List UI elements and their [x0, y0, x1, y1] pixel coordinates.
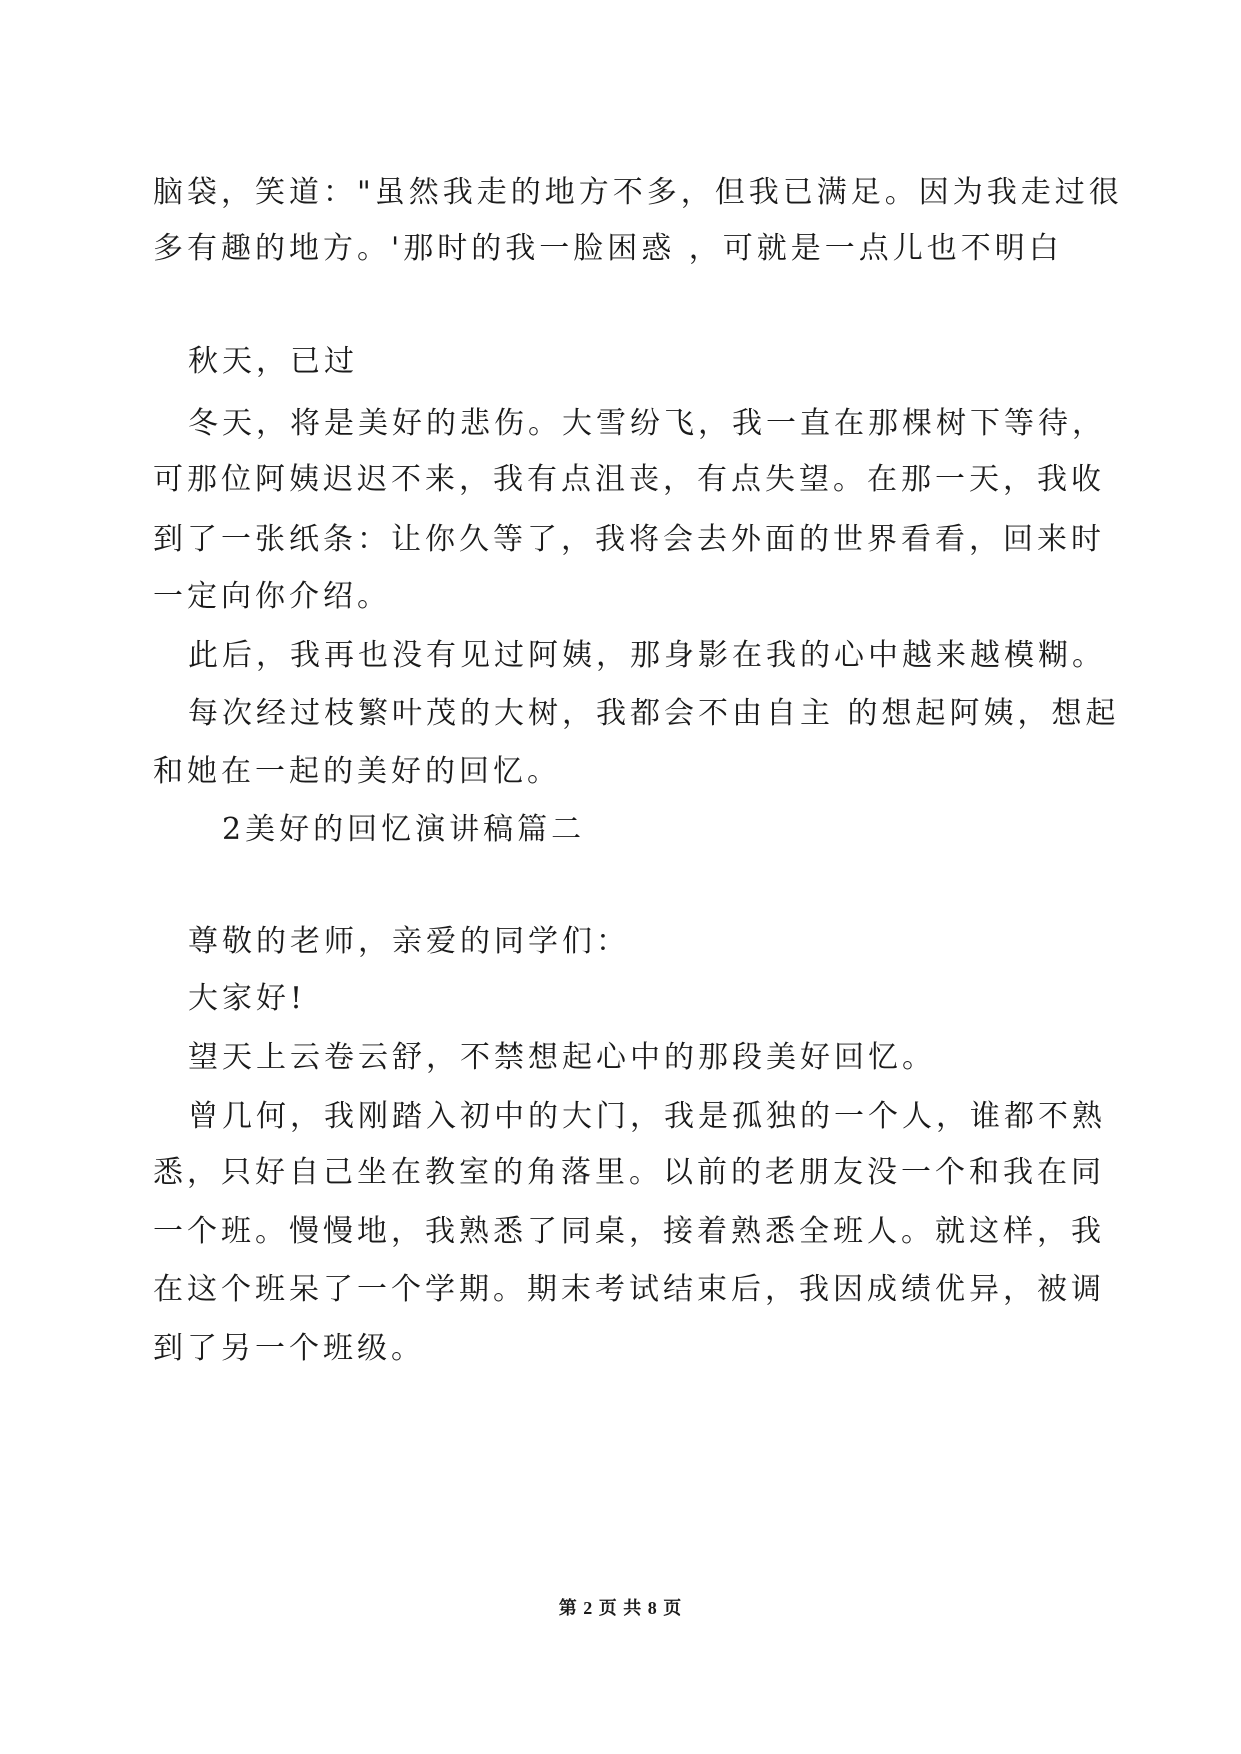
section-heading: 2美好的回忆演讲稿篇二: [222, 812, 586, 847]
paragraph-line: 悉，只好自己坐在教室的角落里。以前的老朋友没一个和我在同: [153, 1155, 1105, 1190]
paragraph-line: 曾几何，我刚踏入初中的大门，我是孤独的一个人，谁都不熟: [188, 1099, 1106, 1134]
paragraph-line: 冬天，将是美好的悲伤。大雪纷飞，我一直在那棵树下等待，: [188, 406, 1106, 441]
paragraph-line: 一定向你介绍。: [153, 579, 391, 614]
paragraph-line: 脑袋，笑道："虽然我走的地方不多，但我已满足。因为我走过很: [153, 175, 1123, 210]
paragraph-line: 每次经过枝繁叶茂的大树，我都会不由自主 的想起阿姨，想起: [188, 696, 1120, 731]
paragraph-line: 尊敬的老师，亲爱的同学们：: [188, 924, 630, 959]
paragraph-line: 到了另一个班级。: [153, 1331, 425, 1366]
paragraph-line: 此后，我再也没有见过阿姨，那身影在我的心中越来越模糊。: [188, 638, 1106, 673]
paragraph-line: 望天上云卷云舒，不禁想起心中的那段美好回忆。: [188, 1040, 936, 1075]
paragraph-line: 到了一张纸条：让你久等了，我将会去外面的世界看看，回来时: [153, 522, 1105, 557]
paragraph-line: 大家好!: [188, 981, 307, 1016]
paragraph-line: 一个班。慢慢地，我熟悉了同桌，接着熟悉全班人。就这样，我: [153, 1214, 1105, 1249]
paragraph-line: 秋天，已过: [188, 344, 358, 379]
paragraph-line: 可那位阿姨迟迟不来，我有点沮丧，有点失望。在那一天，我收: [153, 462, 1105, 497]
paragraph-line: 多有趣的地方。'那时的我一脸困惑 ，可就是一点儿也不明白: [153, 231, 1063, 266]
paragraph-line: 在这个班呆了一个学期。期末考试结束后，我因成绩优异，被调: [153, 1272, 1105, 1307]
page-number-footer: 第 2 页 共 8 页: [558, 1598, 683, 1618]
paragraph-line: 和她在一起的美好的回忆。: [153, 754, 561, 789]
